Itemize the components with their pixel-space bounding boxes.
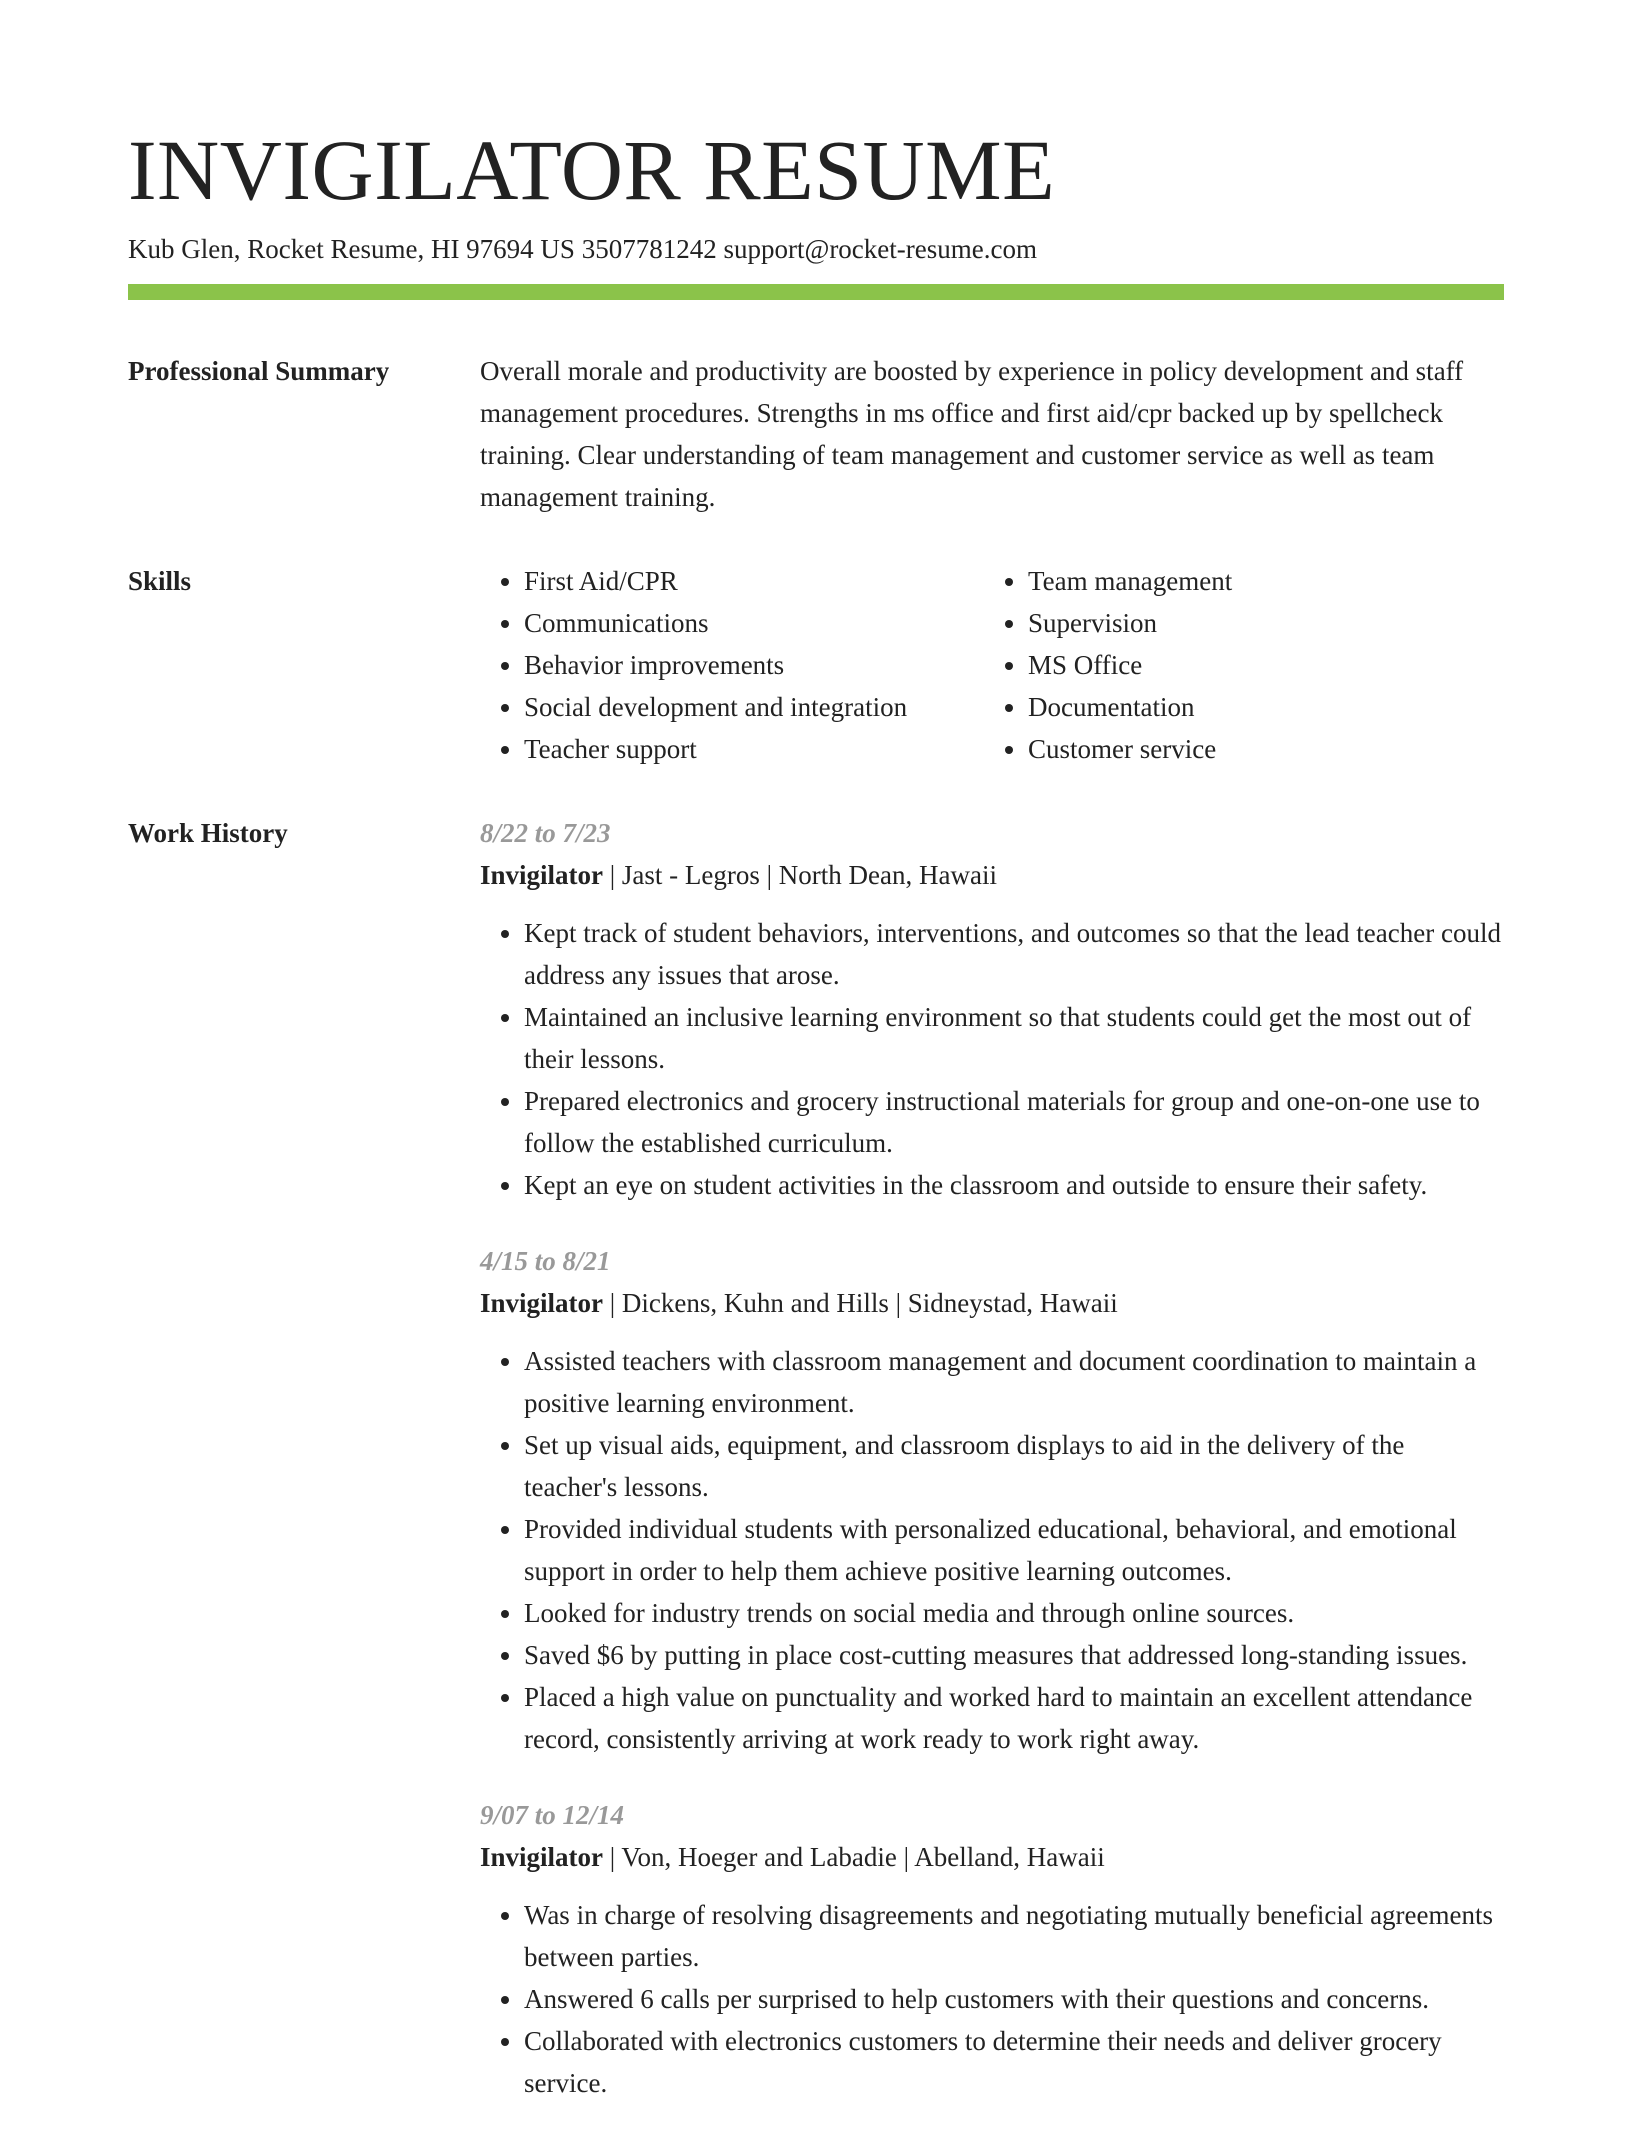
resume-page	[128, 0, 1504, 2138]
job-dates: 8/22 to 7/23	[480, 818, 611, 848]
job-bullet: • Prepared electronics and grocery instructional materials for group and one-on-one use to follow the established curriculum.	[524, 1080, 1504, 1164]
job-bullet: • Was in charge of resolving disagreements and negotiating mutually beneficial agreements between parties.	[524, 1894, 1504, 1978]
work-history-section	[128, 812, 1504, 2138]
skill-item: • Supervision	[1028, 602, 1488, 644]
job-entry	[480, 812, 1504, 1206]
work-history-label: Work History	[128, 818, 288, 848]
job-bullet: • Maintained an inclusive learning environment so that students could get the most out of their lessons.	[524, 996, 1504, 1080]
job-title-line	[480, 854, 1504, 896]
skills-list-left	[480, 560, 984, 770]
job-bullet: • Collaborated with electronics customers to determine their needs and deliver grocery service.	[524, 2020, 1504, 2104]
job-bullet: • Saved $6 by putting in place cost-cutting measures that addressed long-standing issues.	[524, 1634, 1504, 1676]
skills-section	[128, 560, 1504, 770]
job-entry	[480, 1794, 1504, 2104]
skill-item: • Teacher support	[524, 728, 984, 770]
job-bullet: • Kept an eye on student activities in the classroom and outside to ensure their safety.	[524, 1164, 1504, 1206]
skill-item: • Social development and integration	[524, 686, 984, 728]
contact-line: Kub Glen, Rocket Resume, HI 97694 US 3507781242 support@rocket-resume.com	[128, 234, 1037, 264]
job-role: Invigilator	[480, 1288, 604, 1318]
job-bullet: • Set up visual aids, equipment, and classroom displays to aid in the delivery of the teacher's lessons.	[524, 1424, 1504, 1508]
job-entry	[480, 1240, 1504, 1760]
summary-section	[128, 350, 1504, 518]
job-title-line	[480, 1282, 1504, 1324]
job-bullet: • Assisted teachers with classroom management and document coordination to maintain a positive learning environment.	[524, 1340, 1504, 1424]
job-bullet: • Looked for industry trends on social media and through online sources.	[524, 1592, 1504, 1634]
job-bullets	[480, 1894, 1504, 2104]
skill-item: • Documentation	[1028, 686, 1488, 728]
resume-title: INVIGILATOR RESUME	[128, 122, 1056, 218]
job-dates: 9/07 to 12/14	[480, 1800, 625, 1830]
skills-label: Skills	[128, 566, 192, 596]
job-bullets	[480, 1340, 1504, 1760]
skill-item: • Behavior improvements	[524, 644, 984, 686]
skill-item: • Team management	[1028, 560, 1488, 602]
job-bullet: • Answered 6 calls per surprised to help customers with their questions and concerns.	[524, 1978, 1504, 2020]
skill-item: • MS Office	[1028, 644, 1488, 686]
skill-item: • First Aid/CPR	[524, 560, 984, 602]
skill-item: • Communications	[524, 602, 984, 644]
summary-label: Professional Summary	[128, 356, 390, 386]
job-bullet: • Placed a high value on punctuality and worked hard to maintain an excellent attendance record, consistently arriving at work ready to work right away.	[524, 1676, 1504, 1760]
skill-item: • Customer service	[1028, 728, 1488, 770]
job-bullet: • Provided individual students with personalized educational, behavioral, and emotional support in order to help them achieve positive learning outcomes.	[524, 1508, 1504, 1592]
summary-text: Overall morale and productivity are boosted by experience in policy development and staff management procedures. Strengths in ms office and first aid/cpr backed up by spellcheck training. Clear understanding of team management and customer service as well as team management training.	[480, 356, 1464, 512]
job-details: | Dickens, Kuhn and Hills | Sidneystad, Hawaii	[603, 1288, 1118, 1318]
skills-list-right	[984, 560, 1488, 770]
job-bullets	[480, 912, 1504, 1206]
header-divider	[128, 284, 1504, 300]
job-details: | Jast - Legros | North Dean, Hawaii	[603, 860, 997, 890]
job-bullet: • Kept track of student behaviors, interventions, and outcomes so that the lead teacher could address any issues that arose.	[524, 912, 1504, 996]
job-role: Invigilator	[480, 860, 604, 890]
job-details: | Von, Hoeger and Labadie | Abelland, Hawaii	[603, 1842, 1105, 1872]
job-title-line	[480, 1836, 1504, 1878]
job-role: Invigilator	[480, 1842, 604, 1872]
job-dates: 4/15 to 8/21	[480, 1246, 611, 1276]
